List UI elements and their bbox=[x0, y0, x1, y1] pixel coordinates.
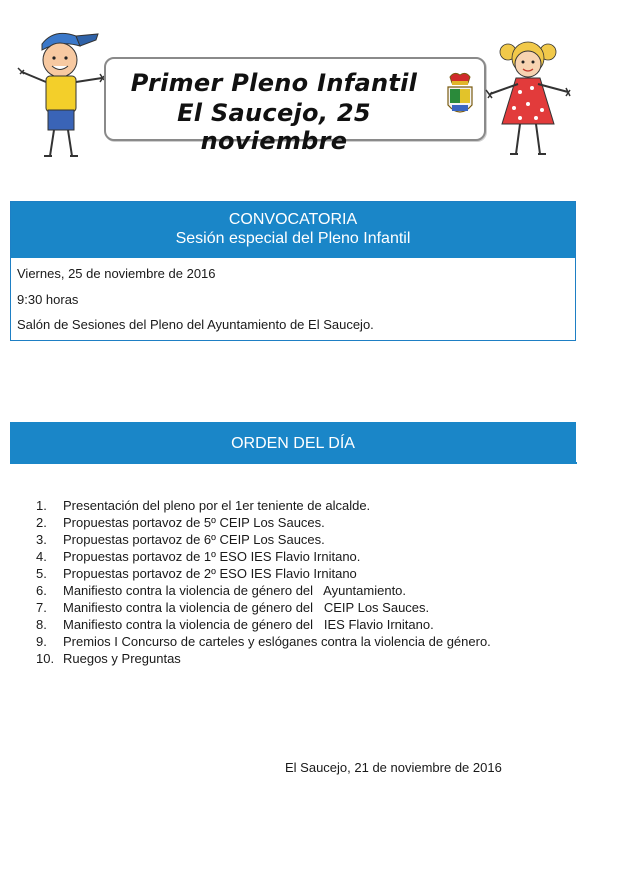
agenda-item-number: 1. bbox=[36, 498, 47, 513]
agenda-item bbox=[36, 531, 491, 548]
orden-del-dia-title: ORDEN DEL DÍA bbox=[231, 435, 355, 452]
orden-del-dia-header bbox=[10, 422, 576, 462]
agenda-item bbox=[36, 497, 491, 514]
agenda-item-number: 9. bbox=[36, 634, 47, 649]
coat-of-arms-icon bbox=[444, 71, 476, 123]
agenda-item-text: Manifiesto contra la violencia de género del Ayuntamiento. bbox=[63, 583, 407, 598]
orden-divider bbox=[10, 462, 577, 464]
agenda-item-text: Propuestas portavoz de 6º CEIP Los Sauces. bbox=[63, 532, 325, 547]
agenda-item bbox=[36, 650, 491, 667]
agenda-item-number: 6. bbox=[36, 583, 47, 598]
agenda-item-text: Presentación del pleno por el 1er teniente de alcalde. bbox=[63, 498, 371, 513]
convocatoria-header bbox=[11, 202, 575, 258]
agenda-item-text: Propuestas portavoz de 1º ESO IES Flavio Irnitano. bbox=[63, 549, 361, 564]
convocatoria-title: CONVOCATORIA bbox=[228, 211, 358, 228]
agenda-item-text: Propuestas portavoz de 2º ESO IES Flavio Irnitano bbox=[63, 566, 357, 581]
footer-date: El Saucejo, 21 de noviembre de 2016 bbox=[285, 760, 502, 775]
agenda-item-number: 4. bbox=[36, 549, 47, 564]
convocatoria-subtitle: Sesión especial del Pleno Infantil bbox=[175, 230, 411, 247]
title-line-2: El Saucejo, 25 noviembre bbox=[177, 99, 371, 155]
agenda-item-number: 7. bbox=[36, 600, 47, 615]
agenda-item-text: Manifiesto contra la violencia de género del CEIP Los Sauces. bbox=[63, 600, 430, 615]
agenda-item bbox=[36, 548, 491, 565]
agenda-item-number: 2. bbox=[36, 515, 47, 530]
convocatoria-time: 9:30 horas bbox=[17, 292, 79, 307]
agenda-item-number: 10. bbox=[36, 651, 55, 666]
agenda-item-text: Propuestas portavoz de 5º CEIP Los Sauces. bbox=[63, 515, 325, 530]
agenda-list bbox=[36, 497, 491, 667]
convocatoria-place: Salón de Sesiones del Pleno del Ayuntamiento de El Saucejo. bbox=[17, 317, 374, 332]
agenda-item bbox=[36, 616, 491, 633]
convocatoria-date: Viernes, 25 de noviembre de 2016 bbox=[17, 266, 216, 281]
boy-illustration bbox=[14, 26, 106, 162]
agenda-item-number: 5. bbox=[36, 566, 47, 581]
agenda-item-text: Manifiesto contra la violencia de género del IES Flavio Irnitano. bbox=[63, 617, 434, 632]
title-line-1: Primer Pleno Infantil bbox=[130, 69, 418, 97]
agenda-item bbox=[36, 633, 491, 650]
agenda-item bbox=[36, 565, 491, 582]
agenda-item-number: 8. bbox=[36, 617, 47, 632]
convocatoria-box bbox=[10, 201, 576, 341]
header-banner bbox=[0, 0, 636, 170]
girl-illustration bbox=[484, 36, 572, 160]
title-box bbox=[104, 57, 486, 155]
agenda-item bbox=[36, 599, 491, 616]
agenda-item-number: 3. bbox=[36, 532, 47, 547]
agenda-item-text: Premios I Concurso de carteles y eslóganes contra la violencia de género. bbox=[63, 634, 491, 649]
agenda-item-text: Ruegos y Preguntas bbox=[63, 651, 181, 666]
agenda-item bbox=[36, 514, 491, 531]
agenda-item bbox=[36, 582, 491, 599]
